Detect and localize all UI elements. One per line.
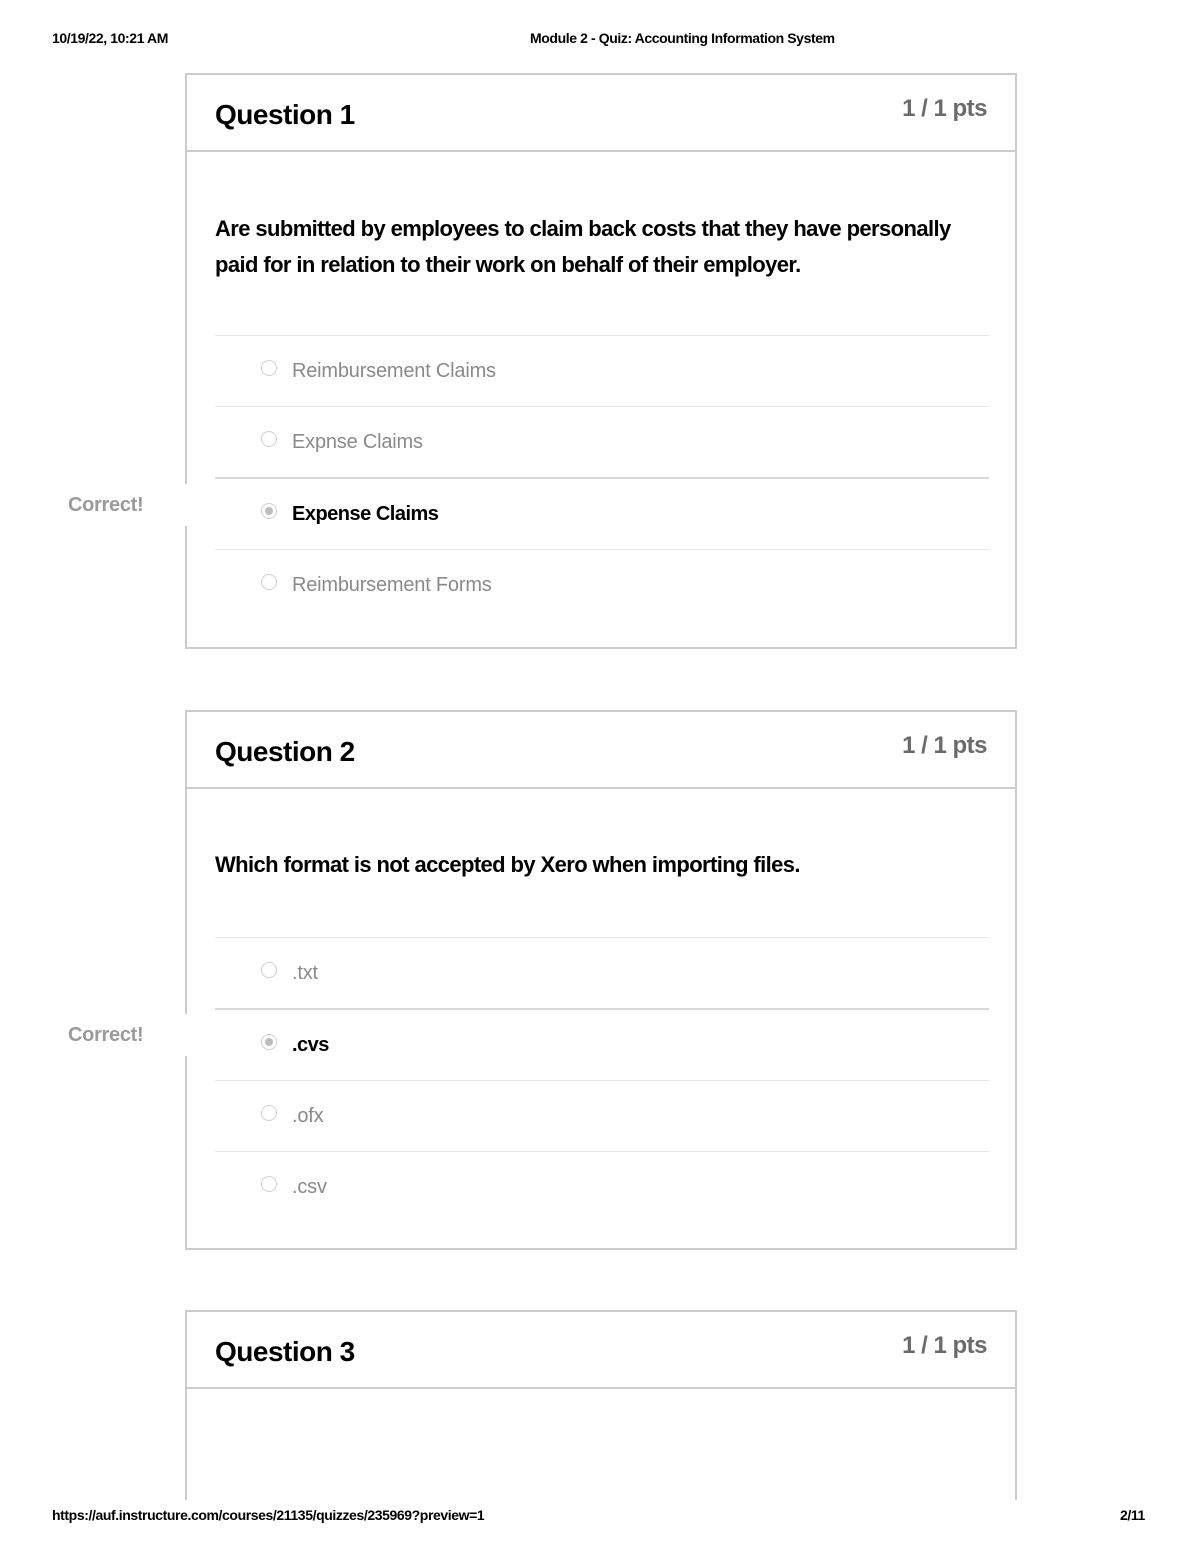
radio-button-checked[interactable] xyxy=(261,1034,277,1050)
radio-button-checked[interactable] xyxy=(261,503,277,519)
answer-label: .cvs xyxy=(292,1034,329,1056)
print-url: https://auf.instructure.com/courses/21135/quizzes/235969?preview=1 xyxy=(52,1507,485,1523)
answer-option[interactable] xyxy=(215,406,989,477)
question-3-points: 1 / 1 pts xyxy=(902,1332,987,1359)
print-page-title: Module 2 - Quiz: Accounting Information System xyxy=(530,30,835,46)
question-1-answers xyxy=(215,335,989,620)
correct-indicator: Correct! xyxy=(68,494,144,516)
print-footer xyxy=(0,1507,1200,1525)
print-header xyxy=(0,30,1200,48)
answer-option[interactable] xyxy=(215,1151,989,1222)
correct-indicator: Correct! xyxy=(68,1024,144,1046)
question-1-points: 1 / 1 pts xyxy=(902,95,987,122)
answer-label: Expnse Claims xyxy=(292,431,423,453)
answer-label: Reimbursement Claims xyxy=(292,360,496,382)
answer-label: Expense Claims xyxy=(292,503,439,525)
answer-option[interactable] xyxy=(215,335,989,406)
answer-label: .ofx xyxy=(292,1105,324,1127)
question-2-text: Which format is not accepted by Xero when importing files. xyxy=(215,852,800,877)
question-2-answers xyxy=(215,937,989,1222)
question-1-title: Question 1 xyxy=(215,99,355,130)
radio-button[interactable] xyxy=(261,1176,277,1192)
answer-option-selected[interactable] xyxy=(215,1008,989,1080)
question-2-header xyxy=(187,712,1015,789)
question-2-points: 1 / 1 pts xyxy=(902,732,987,759)
print-page-number: 2/11 xyxy=(1120,1507,1145,1523)
correct-indicator-gap xyxy=(183,484,189,526)
question-2-card xyxy=(185,710,1017,1250)
answer-option-selected[interactable] xyxy=(215,477,989,549)
question-3-card xyxy=(185,1310,1017,1500)
radio-button[interactable] xyxy=(261,360,277,376)
answer-label: Reimbursement Forms xyxy=(292,574,492,596)
question-3-title: Question 3 xyxy=(215,1336,355,1367)
question-2-title: Question 2 xyxy=(215,736,355,767)
radio-button[interactable] xyxy=(261,574,277,590)
answer-option[interactable] xyxy=(215,549,989,620)
radio-button[interactable] xyxy=(261,962,277,978)
correct-indicator-gap xyxy=(183,1014,189,1056)
print-datetime: 10/19/22, 10:21 AM xyxy=(52,30,169,46)
radio-button[interactable] xyxy=(261,431,277,447)
question-3-header xyxy=(187,1312,1015,1389)
radio-button[interactable] xyxy=(261,1105,277,1121)
answer-label: .csv xyxy=(292,1176,327,1198)
answer-option[interactable] xyxy=(215,937,989,1008)
answer-label: .txt xyxy=(292,962,318,984)
answer-option[interactable] xyxy=(215,1080,989,1151)
question-1-card xyxy=(185,73,1017,649)
question-1-text: Are submitted by employees to claim back costs that they have personally paid for in relation to their work on behalf of their employer. xyxy=(215,216,951,277)
question-1-header xyxy=(187,75,1015,152)
